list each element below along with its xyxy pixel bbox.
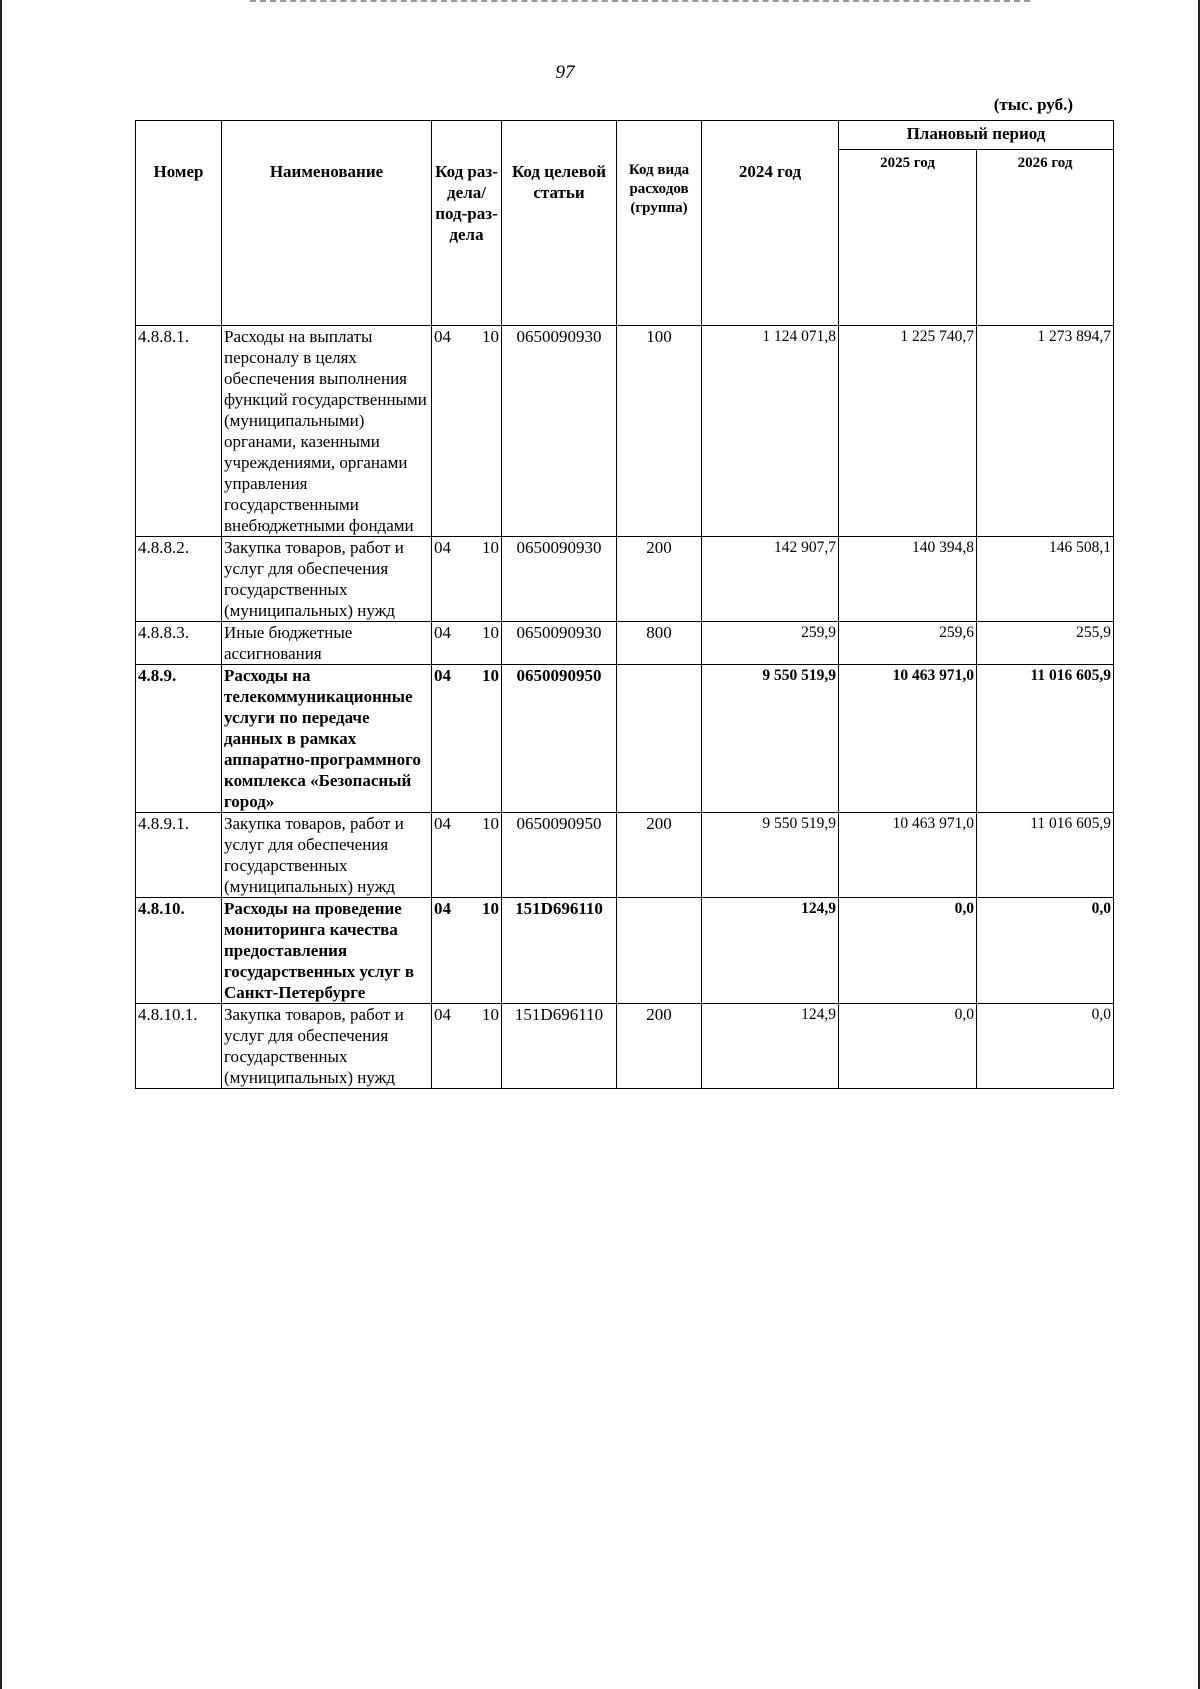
row-section-code: [432, 622, 502, 665]
table-body: [136, 326, 1114, 1089]
row-name: Закупка товаров, работ и услуг для обеспечения государственных (муниципальных) нужд: [222, 537, 432, 622]
row-name: Расходы на проведение мониторинга качества предоставления государственных услуг в Санкт-Петербурге: [222, 898, 432, 1004]
header-2024: 2024 год: [702, 121, 839, 326]
row-amount-2024: 124,9: [702, 1004, 839, 1089]
row-target-code: 0650090930: [502, 537, 617, 622]
row-subsection: 10: [482, 623, 499, 642]
table-row: [136, 665, 1114, 813]
row-subsection: 10: [482, 899, 499, 918]
header-2025: 2025 год: [839, 150, 977, 326]
row-expense-type: [617, 665, 702, 813]
row-name: Иные бюджетные ассигнования: [222, 622, 432, 665]
row-section: 04: [434, 1005, 451, 1024]
row-section: 04: [434, 814, 451, 833]
row-name: Закупка товаров, работ и услуг для обеспечения государственных (муниципальных) нужд: [222, 813, 432, 898]
row-section: 04: [434, 666, 451, 685]
row-amount-2026: 1 273 894,7: [977, 326, 1114, 537]
row-section-code: [432, 813, 502, 898]
row-subsection: 10: [482, 1005, 499, 1024]
row-section-code: [432, 326, 502, 537]
header-2026: 2026 год: [977, 150, 1114, 326]
page-number: 97: [555, 62, 575, 83]
budget-table: [135, 120, 1114, 1089]
row-expense-type: 800: [617, 622, 702, 665]
header-number: Номер: [136, 121, 222, 326]
row-target-code: 0650090930: [502, 326, 617, 537]
row-number: 4.8.8.2.: [136, 537, 222, 622]
table-row: [136, 537, 1114, 622]
row-number: 4.8.10.: [136, 898, 222, 1004]
row-amount-2026: 255,9: [977, 622, 1114, 665]
row-amount-2024: 259,9: [702, 622, 839, 665]
row-section-code: [432, 1004, 502, 1089]
row-subsection: 10: [482, 666, 499, 685]
row-amount-2024: 9 550 519,9: [702, 665, 839, 813]
row-amount-2026: 11 016 605,9: [977, 813, 1114, 898]
row-name: Расходы на телекоммуникационные услуги по передаче данных в рамках аппаратно-программного комплекса «Безопасный город»: [222, 665, 432, 813]
table-row: [136, 1004, 1114, 1089]
row-name: Расходы на выплаты персоналу в целях обеспечения выполнения функций государственными (муниципальными) органами, казенными учреждениями, органами управления государственными внебюджетными фондами: [222, 326, 432, 537]
row-amount-2025: 140 394,8: [839, 537, 977, 622]
row-section: 04: [434, 538, 451, 557]
row-amount-2025: 10 463 971,0: [839, 665, 977, 813]
row-amount-2025: 259,6: [839, 622, 977, 665]
scan-artifact-line: [250, 0, 1030, 4]
row-amount-2024: 9 550 519,9: [702, 813, 839, 898]
row-subsection: 10: [482, 814, 499, 833]
row-section: 04: [434, 327, 451, 346]
row-expense-type: [617, 898, 702, 1004]
table-row: [136, 898, 1114, 1004]
row-target-code: 0650090950: [502, 665, 617, 813]
row-section-code: [432, 537, 502, 622]
row-amount-2024: 142 907,7: [702, 537, 839, 622]
scan-left-edge: [0, 0, 2, 1689]
row-section-code: [432, 665, 502, 813]
header-expense-type: Код вида расходов (группа): [617, 121, 702, 326]
row-number: 4.8.9.: [136, 665, 222, 813]
row-amount-2026: 11 016 605,9: [977, 665, 1114, 813]
header-planned-period: Плановый период: [839, 121, 1114, 150]
table-row: [136, 813, 1114, 898]
table-header: [136, 121, 1114, 326]
row-amount-2025: 10 463 971,0: [839, 813, 977, 898]
row-amount-2025: 0,0: [839, 898, 977, 1004]
row-expense-type: 200: [617, 537, 702, 622]
row-subsection: 10: [482, 538, 499, 557]
row-amount-2025: 0,0: [839, 1004, 977, 1089]
row-number: 4.8.8.1.: [136, 326, 222, 537]
row-target-code: 151D696110: [502, 1004, 617, 1089]
row-amount-2025: 1 225 740,7: [839, 326, 977, 537]
row-number: 4.8.9.1.: [136, 813, 222, 898]
row-section: 04: [434, 899, 451, 918]
table-row: [136, 622, 1114, 665]
header-name: Наименование: [222, 121, 432, 326]
row-section-code: [432, 898, 502, 1004]
row-amount-2024: 124,9: [702, 898, 839, 1004]
row-target-code: 0650090950: [502, 813, 617, 898]
row-amount-2026: 146 508,1: [977, 537, 1114, 622]
header-section-label: Код раз-дела/ под-раз-дела: [435, 162, 498, 244]
table-row: [136, 326, 1114, 537]
row-expense-type: 200: [617, 813, 702, 898]
row-amount-2026: 0,0: [977, 1004, 1114, 1089]
units-label: (тыс. руб.): [993, 95, 1073, 114]
header-section: [432, 121, 502, 326]
row-amount-2024: 1 124 071,8: [702, 326, 839, 537]
row-number: 4.8.8.3.: [136, 622, 222, 665]
row-amount-2026: 0,0: [977, 898, 1114, 1004]
row-expense-type: 200: [617, 1004, 702, 1089]
row-target-code: 151D696110: [502, 898, 617, 1004]
row-expense-type: 100: [617, 326, 702, 537]
row-target-code: 0650090930: [502, 622, 617, 665]
header-target: Код целевой статьи: [502, 121, 617, 326]
row-section: 04: [434, 623, 451, 642]
row-name: Закупка товаров, работ и услуг для обеспечения государственных (муниципальных) нужд: [222, 1004, 432, 1089]
row-subsection: 10: [482, 327, 499, 346]
row-number: 4.8.10.1.: [136, 1004, 222, 1089]
